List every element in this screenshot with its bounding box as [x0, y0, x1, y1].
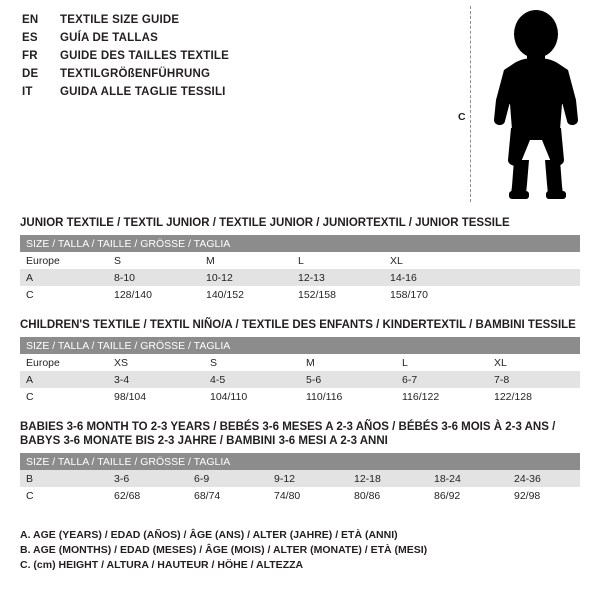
- column-header-l: L: [292, 252, 384, 269]
- section-title: CHILDREN'S TEXTILE / TEXTIL NIÑO/A / TEXTILE DES ENFANTS / KINDERTEXTIL / BAMBINI TESSILE: [20, 319, 576, 331]
- cell-value: 116/122: [396, 388, 488, 405]
- height-dashed-line: [470, 6, 471, 202]
- section-title: BABIES 3-6 MONTH TO 2-3 YEARS / BEBÉS 3-6 MESES A 2-3 AÑOS / BÉBÉS 3-6 MOIS À 2-3 ANS / BABYS 3-6 MONATE BIS 2-3 JAHRE / BAMBINI 3-6 MESI A 2-3 ANNI: [20, 421, 556, 447]
- cell-value: 3-6: [108, 470, 188, 487]
- cell-empty: [476, 269, 580, 286]
- legend-note-b: B. AGE (MONTHS) / EDAD (MESES) / ÂGE (MOIS) / ALTER (MONATE) / ETÀ (MESI): [20, 544, 428, 556]
- column-header-xl: XL: [384, 252, 476, 269]
- cell-value: 10-12: [200, 269, 292, 286]
- table-row: [20, 487, 580, 504]
- row-label: B: [20, 470, 108, 487]
- cell-value: 68/74: [188, 487, 268, 504]
- column-header-s: S: [204, 354, 300, 371]
- column-header-xl: XL: [488, 354, 580, 371]
- section-babies-textile: [20, 420, 580, 504]
- cell-value: 14-16: [384, 269, 476, 286]
- size-header-label: SIZE / TALLA / TAILLE / GRÖSSE / TAGLIA: [20, 337, 580, 354]
- language-row: [22, 50, 442, 68]
- table-row: [20, 371, 580, 388]
- column-header-m: M: [200, 252, 292, 269]
- table-row: [20, 286, 580, 303]
- row-label: C: [20, 487, 108, 504]
- cell-value: 12-13: [292, 269, 384, 286]
- table-header-row: [20, 453, 580, 470]
- cell-value: 86/92: [428, 487, 508, 504]
- language-row: [22, 86, 442, 104]
- cell-value: 152/158: [292, 286, 384, 303]
- section-children-textile: [20, 318, 580, 405]
- language-code: FR: [22, 50, 38, 62]
- cell-value: 6-7: [396, 371, 488, 388]
- cell-value: 80/86: [348, 487, 428, 504]
- table-row: [20, 388, 580, 405]
- cell-value: 3-4: [108, 371, 204, 388]
- cell-value: 18-24: [428, 470, 508, 487]
- table-row: [20, 252, 580, 269]
- cell-value: 98/104: [108, 388, 204, 405]
- cell-value: 128/140: [108, 286, 200, 303]
- child-silhouette-icon: [482, 8, 592, 202]
- cell-value: 9-12: [268, 470, 348, 487]
- children-size-table: [20, 337, 580, 405]
- language-row: [22, 14, 442, 32]
- row-label: Europe: [20, 252, 108, 269]
- legend-note-c: C. (cm) HEIGHT / ALTURA / HAUTEUR / HÖHE / ALTEZZA: [20, 559, 304, 571]
- language-code: IT: [22, 86, 33, 98]
- cell-value: 8-10: [108, 269, 200, 286]
- language-title: GUIDA ALLE TAGLIE TESSILI: [60, 86, 226, 98]
- cell-value: 140/152: [200, 286, 292, 303]
- cell-value: 92/98: [508, 487, 580, 504]
- cell-value: 158/170: [384, 286, 476, 303]
- row-label: C: [20, 388, 108, 405]
- cell-value: 122/128: [488, 388, 580, 405]
- cell-value: 6-9: [188, 470, 268, 487]
- table-header-row: [20, 337, 580, 354]
- column-header-l: L: [396, 354, 488, 371]
- column-header-s: S: [108, 252, 200, 269]
- language-code: EN: [22, 14, 39, 26]
- language-code: DE: [22, 68, 39, 80]
- table-header-row: [20, 235, 580, 252]
- column-header-xs: XS: [108, 354, 204, 371]
- cell-value: 104/110: [204, 388, 300, 405]
- table-row: [20, 470, 580, 487]
- language-row: [22, 68, 442, 86]
- cell-value: 5-6: [300, 371, 396, 388]
- language-title: GUÍA DE TALLAS: [60, 32, 158, 44]
- language-code: ES: [22, 32, 38, 44]
- row-label: A: [20, 269, 108, 286]
- table-row: [20, 354, 580, 371]
- cell-empty: [476, 252, 580, 269]
- size-header-label: SIZE / TALLA / TAILLE / GRÖSSE / TAGLIA: [20, 453, 580, 470]
- language-title: TEXTILE SIZE GUIDE: [60, 14, 180, 26]
- cell-value: 24-36: [508, 470, 580, 487]
- junior-size-table: [20, 235, 580, 303]
- measurement-label-c: C: [458, 111, 466, 123]
- babies-size-table: [20, 453, 580, 504]
- cell-value: 12-18: [348, 470, 428, 487]
- row-label: A: [20, 371, 108, 388]
- language-title: GUIDE DES TAILLES TEXTILE: [60, 50, 229, 62]
- row-label: Europe: [20, 354, 108, 371]
- language-row: [22, 32, 442, 50]
- cell-value: 7-8: [488, 371, 580, 388]
- cell-empty: [476, 286, 580, 303]
- cell-value: 4-5: [204, 371, 300, 388]
- legend-note-a: A. AGE (YEARS) / EDAD (AÑOS) / ÂGE (ANS) / ALTER (JAHRE) / ETÀ (ANNI): [20, 529, 398, 541]
- measurement-figure: [452, 6, 592, 202]
- cell-value: 74/80: [268, 487, 348, 504]
- cell-value: 62/68: [108, 487, 188, 504]
- section-junior-textile: [20, 216, 580, 303]
- cell-value: 110/116: [300, 388, 396, 405]
- column-header-m: M: [300, 354, 396, 371]
- size-header-label: SIZE / TALLA / TAILLE / GRÖSSE / TAGLIA: [20, 235, 580, 252]
- language-title: TEXTILGRÖßENFÜHRUNG: [60, 68, 211, 80]
- language-title-list: [22, 14, 442, 104]
- section-title: JUNIOR TEXTILE / TEXTIL JUNIOR / TEXTILE JUNIOR / JUNIORTEXTIL / JUNIOR TESSILE: [20, 217, 510, 229]
- table-row: [20, 269, 580, 286]
- legend-notes: [20, 528, 580, 573]
- row-label: C: [20, 286, 108, 303]
